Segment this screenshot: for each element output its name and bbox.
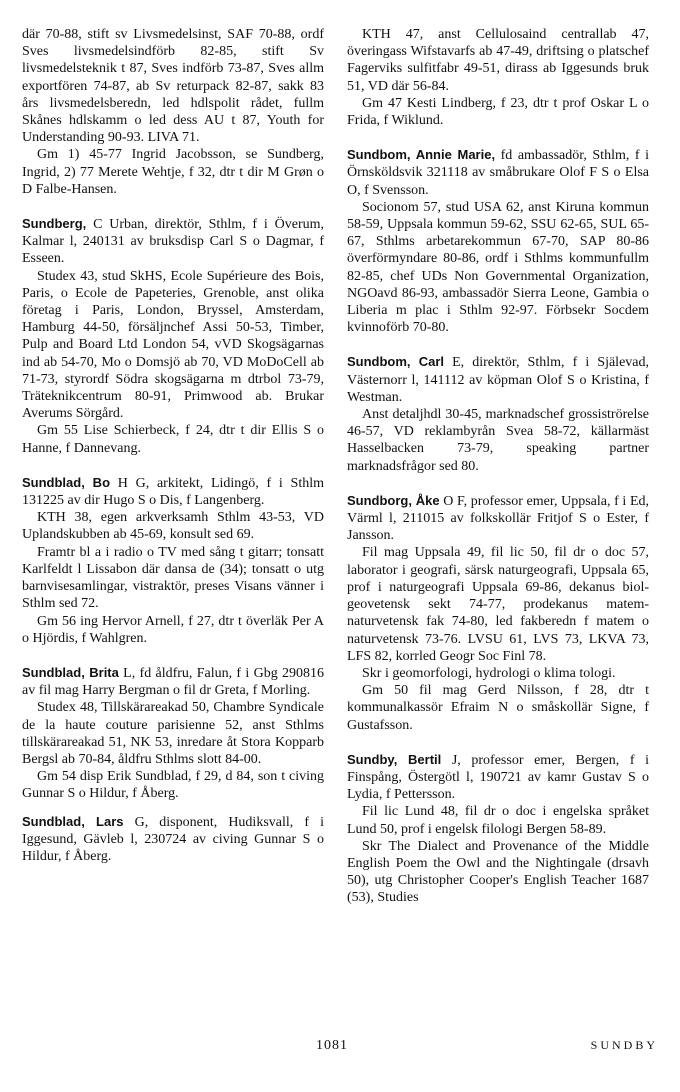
entry-paragraph: Fil mag Uppsala 49, fil lic 50, fil dr o doc 57, laborator i geografi, särsk naturgeografi, Uppsala 65, prof i naturgeografi Uppsala 69-86, dekanus biol-geovetensk sekt 74-77, prodekanus matem-naturvetensk fak 74-80, led fakberedn f matem o naturvetensk 73-76. LVSU 61, LVS 73, LKVA 73, LFS 82, korrled Geogr Soc Finl 78.: [347, 545, 649, 664]
page-footer: [0, 1038, 680, 1058]
entry-header-rest: H G, arkitekt, Lidingö, f i Sthlm 131225 av dir Hugo S o Dis, f Langenberg.: [22, 475, 324, 509]
right-column: [347, 26, 649, 907]
entry-paragraph: Socionom 57, stud USA 62, anst Kiruna kommun 58-59, Uppsala kommun 59-62, SSU 62-65, SUL 65-67, Sthlms arbetarekommun 67-70, SAP 80-86 överförmyndare 80-86, ordf i Sthlms kommunfullm 82-85, chef UDs Non Governmental Organization, NGOavd 86-93, ambassadör Sierra Leone, Gambia o Liberia m plac i Sthlm 92-97. Förbsekr Socdem kvinnoförb 70-80.: [347, 199, 649, 336]
entry-paragraph: Gm 56 ing Hervor Arnell, f 27, dtr t överläk Per A o Hjördis, f Wahlgren.: [22, 613, 324, 646]
entry-name: Sundblad, Bo: [22, 474, 111, 490]
entry-name: Sundby, Bertil: [347, 751, 442, 767]
entry-name: Sundborg, Åke: [347, 492, 440, 508]
entry-header: [22, 215, 324, 268]
entry-header: [347, 146, 649, 199]
entry-header-rest: G, disponent, Hudiksvall, f i Iggesund, Gävleb l, 230724 av civing Gunnar S o Hildur, f Åberg.: [22, 814, 325, 864]
entry-sundbom-annie: [347, 146, 649, 336]
entry-paragraph: KTH 38, egen arkverksamh Sthlm 43-53, VD Uplandskubben ab 45-69, konsult sed 69.: [22, 510, 324, 543]
left-column: [22, 26, 324, 865]
entry-paragraph: Gm 47 Kesti Lindberg, f 23, dtr t prof Oskar L o Frida, f Wiklund.: [347, 95, 649, 129]
entry-header: [347, 353, 649, 406]
entry-sundblad-bo: [22, 474, 324, 647]
entry-name: Sundblad, Brita: [22, 664, 119, 680]
entry-paragraph: Gm 1) 45-77 Ingrid Jacobsson, se Sundberg, Ingrid, 2) 77 Merete Wehtje, f 32, dtr t dir M Grøn o D Falbe-Hansen.: [22, 147, 324, 197]
entry-continuation: KTH 47, anst Cellulosaind centrallab 47, överingass Wifstavarfs ab 47-49, driftsing o platschef Fagerviks sulfitfabr 49-51, dirass ab Iggesunds bruk 51, VD där 56-84.: [347, 27, 649, 94]
entry-header: [22, 474, 324, 509]
entry-sundblad-lars: [22, 813, 324, 866]
entry-paragraph: Anst detaljhdl 30-45, marknadschef grossiströrelse 46-57, VD reklambyrån Svea 58-72, källarmäst Hasselbacken 73-79, speaking partner marknadsfrågor sed 80.: [347, 407, 649, 474]
entry-header-rest: E, direktör, Sthlm, f i Själevad, Västernorr l, 141112 av köpman Olof S o Kristina, f Westman.: [347, 355, 649, 405]
entry-header-rest: O F, professor emer, Uppsala, f i Ed, Värml l, 211015 av folkskollär Fritjof S o Ester, f Jansson.: [347, 493, 649, 544]
entry-header-rest: J, professor emer, Bergen, f i Finspång, Östergötl l, 190721 av kamr Gustav S o Lydia, f Pettersson.: [347, 752, 649, 803]
entry-header: [347, 751, 649, 804]
entry-paragraph: Skr i geomorfologi, hydrologi o klima tologi.: [362, 665, 616, 681]
entry-paragraph: Framtr bl a i radio o TV med sång t gitarr; tonsatt Karlfeldt l Lissabon där dansa de (34); tonsatt o utg barnvisesamlingar, vistraktör, preses Visans vänner i Sthlm sed 72.: [22, 544, 324, 612]
entry-header-rest: L, fd åldfru, Falun, f i Gbg 290816 av fil mag Harry Bergman o fil dr Greta, f Morling.: [22, 665, 324, 699]
entry-paragraph: Gm 54 disp Erik Sundblad, f 29, d 84, son t civing Gunnar S o Hildur, f Åberg.: [22, 769, 324, 802]
entry-paragraph: Studex 43, stud SkHS, Ecole Supérieure des Bois, Paris, o Ecole de Papeteries, Grenoble, anst olika företag i Paris, London, Bryssel, Amsterdam, Hamburg 44-50, försäljnchef Assi 50-53, Timber, Pulp and Board Ltd London 54, vVD Skogsägarnas ind ab 54-70, Mo o Domsjö ab 70, VD MoDoCell ab 71-73, styrordf Södra skogsägarna m dtrbol 73-79, Träteknikcentrum 80-91, Primwood ab. Brukar Averums Sörgård.: [22, 268, 324, 422]
entry-continuation: där 70-88, stift sv Livsmedelsinst, SAF 70-88, ordf Sves livsmedelsindförb 82-85, stift Sv livsmedelsteknik t 87, Sves indförb 73-87, Sves allm exportfören 74-87, ab Sv returpack 82-87, sakk 83 års livsmedelsberedn, led hdlspolit rådet, fullm Skånes hdlskamm o led dess AU t 87, Youth for Understanding 90-93. LIVA 71.: [22, 27, 324, 146]
page-number: 1081: [316, 1038, 348, 1053]
entry-header-rest: fd ambassadör, Sthlm, f i Örnsköldsvik 321118 av småbrukare Olof F S o Elsa O, f Svensson.: [347, 148, 649, 198]
entry-sundborg-ake: [347, 492, 649, 734]
entry-sundblad-brita: [22, 664, 324, 803]
entry-paragraph: Gm 55 Lise Schierbeck, f 24, dtr t dir Ellis S o Hanne, f Dannevang.: [22, 423, 324, 456]
running-head: SUNDBY: [590, 1038, 658, 1052]
entry-header: [347, 492, 649, 545]
entry-name: Sundbom, Carl: [347, 354, 445, 370]
entry-header: [22, 813, 324, 866]
entry-paragraph: Gm 50 fil mag Gerd Nilsson, f 28, dtr t kommunalkassör Efraim N o småskollär Signe, f Gustafsson.: [347, 683, 649, 733]
entry-header: [22, 664, 324, 699]
entry-sundbom-carl: [347, 353, 649, 474]
entry-name: Sundblad, Lars: [22, 813, 124, 829]
entry-name: Sundberg,: [22, 216, 87, 232]
entry-paragraph: Fil lic Lund 48, fil dr o doc i engelska språket Lund 50, prof i engelsk filologi Bergen 58-89.: [347, 804, 649, 837]
entry-sundberg-urban: [22, 215, 324, 457]
entry-paragraph: Studex 48, Tillskärareakad 50, Chambre Syndicale de la haute couture parisienne 52, anst Sthlms tillskärareakad 51, NK 53, inredare åt Stora Kopparb Bergsl ab 70-84, åldfru Sthlms slott 84-00.: [22, 700, 324, 767]
entry-header-rest: C Urban, direktör, Sthlm, f i Överum, Kalmar l, 240131 av bruksdisp Carl S o Dagmar, f Esseen.: [22, 217, 324, 267]
entry-name: Sundbom, Annie Marie,: [347, 147, 496, 163]
entry-paragraph: Skr The Dialect and Provenance of the Middle English Poem the Owl and the Nightingale (drsavh 50), utg Christopher Cooper's English Teacher 1687 (53), Studies: [347, 838, 649, 906]
entry-sundby-bertil: [347, 751, 649, 907]
